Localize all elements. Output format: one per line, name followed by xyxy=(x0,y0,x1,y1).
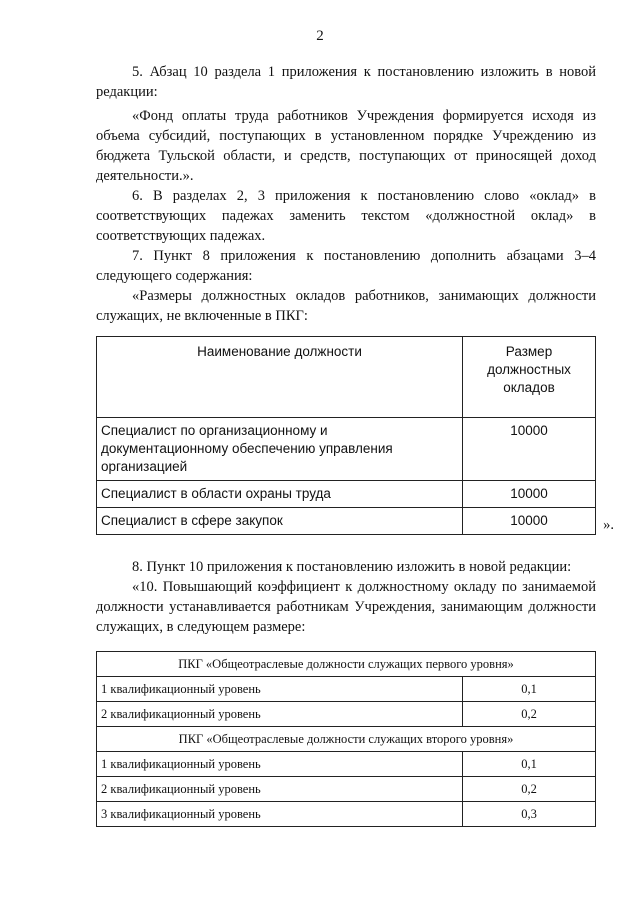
coefficient-cell: 0,1 xyxy=(463,677,596,702)
coefficient-cell: 0,3 xyxy=(463,802,596,827)
level-cell: 1 квалификационный уровень xyxy=(97,752,463,777)
document-body xyxy=(96,62,614,827)
salary-table-wrapper xyxy=(96,336,614,535)
paragraph-7: 7. Пункт 8 приложения к постановлению дополнить абзацами 3–4 следующего содержания: xyxy=(96,248,596,284)
coefficient-table xyxy=(96,651,596,827)
table-row xyxy=(97,802,596,827)
page-number: 2 xyxy=(316,28,324,44)
table-row xyxy=(97,752,596,777)
table-row xyxy=(97,702,596,727)
header-position: Наименование должности xyxy=(97,337,463,418)
salary-cell: 10000 xyxy=(463,508,596,535)
paragraph-8-quote: «10. Повышающий коэффициент к должностному окладу по занимаемой должности устанавливается работникам Учреждения, занимающим должности служащих, в следующем размере: xyxy=(96,579,596,635)
coefficient-cell: 0,2 xyxy=(463,777,596,802)
position-cell: Специалист в сфере закупок xyxy=(97,508,463,535)
salary-cell: 10000 xyxy=(463,481,596,508)
level-cell: 2 квалификационный уровень xyxy=(97,702,463,727)
position-cell: Специалист в области охраны труда xyxy=(97,481,463,508)
table-header-row xyxy=(97,337,596,418)
level-cell: 3 квалификационный уровень xyxy=(97,802,463,827)
group-1-title: ПКГ «Общеотраслевые должности служащих первого уровня» xyxy=(97,652,596,677)
paragraph-5: 5. Абзац 10 раздела 1 приложения к постановлению изложить в новой редакции: xyxy=(96,64,596,100)
table-row xyxy=(97,508,596,535)
header-salary: Размер должностных окладов xyxy=(463,337,596,418)
paragraph-8: 8. Пункт 10 приложения к постановлению изложить в новой редакции: xyxy=(132,559,572,575)
table-row xyxy=(97,418,596,481)
paragraph-5-quote: «Фонд оплаты труда работников Учреждения формируется исходя из объема субсидий, поступающих в установленном порядке Учреждению из бюджета Тульской области, и средств, поступающих от приносящей доход деятельности.». xyxy=(96,108,596,184)
coefficient-cell: 0,1 xyxy=(463,752,596,777)
level-cell: 2 квалификационный уровень xyxy=(97,777,463,802)
group-2-title: ПКГ «Общеотраслевые должности служащих второго уровня» xyxy=(97,727,596,752)
position-cell: Специалист по организационному и документационному обеспечению управления организацией xyxy=(97,418,463,481)
group-header-row xyxy=(97,652,596,677)
table-row xyxy=(97,777,596,802)
salary-table xyxy=(96,336,596,535)
group-header-row xyxy=(97,727,596,752)
paragraph-7-quote: «Размеры должностных окладов работников, занимающих должности служащих, не включенные в ПКГ: xyxy=(96,288,596,324)
closing-quote: ». xyxy=(603,517,614,533)
coefficient-cell: 0,2 xyxy=(463,702,596,727)
salary-cell: 10000 xyxy=(463,418,596,481)
table-row xyxy=(97,481,596,508)
level-cell: 1 квалификационный уровень xyxy=(97,677,463,702)
table-row xyxy=(97,677,596,702)
paragraph-6: 6. В разделах 2, 3 приложения к постановлению слово «оклад» в соответствующих падежах заменить текстом «должностной оклад» в соответствующих падежах. xyxy=(96,188,596,244)
